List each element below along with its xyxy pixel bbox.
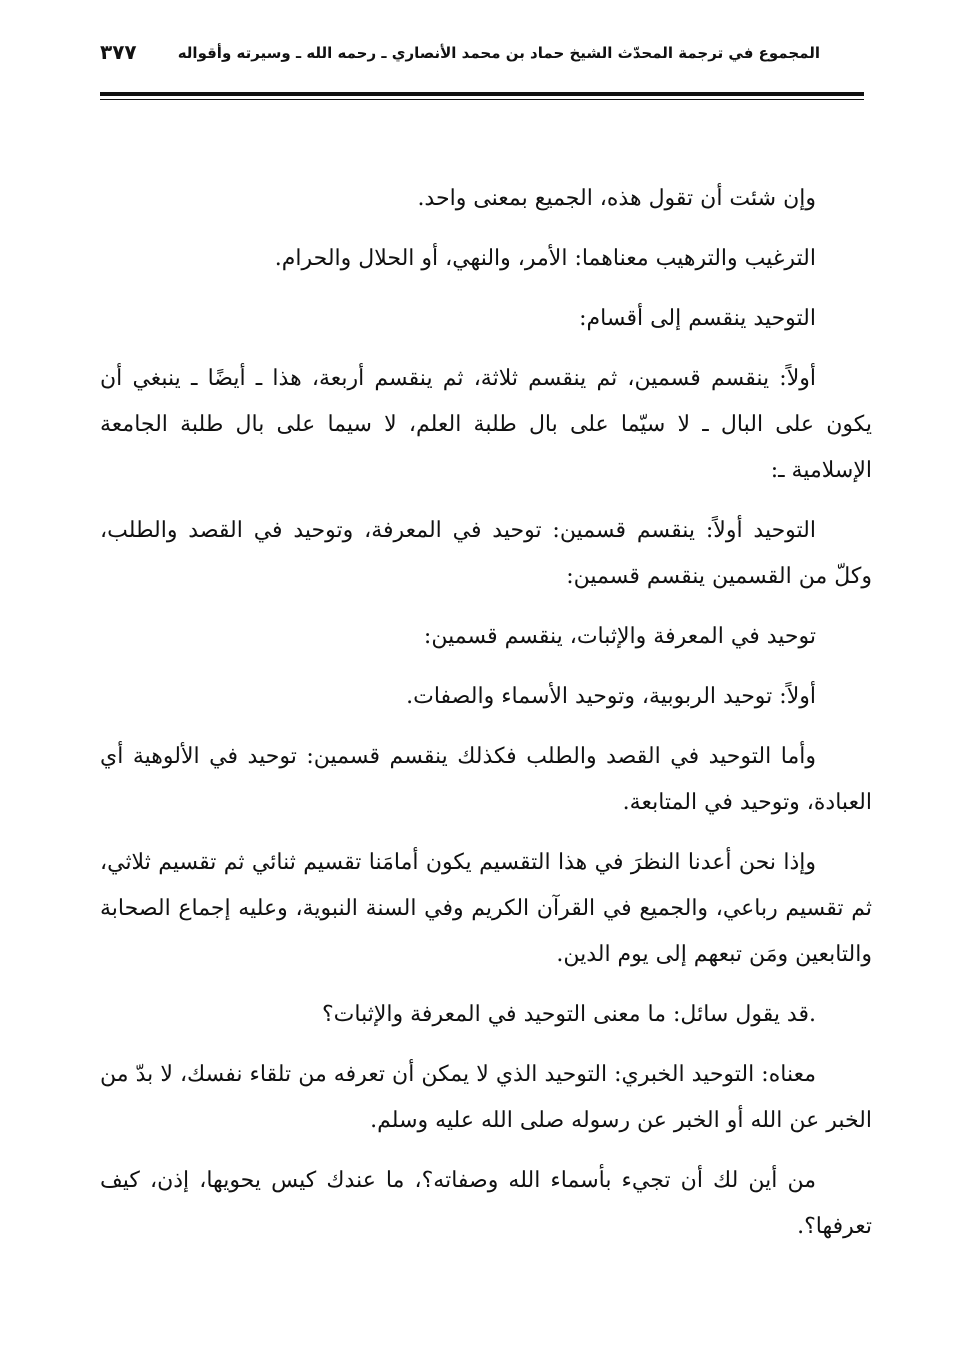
paragraph-3: التوحيد ينقسم إلى أقسام: bbox=[579, 306, 816, 331]
paragraph-8: وأما التوحيد في القصد والطلب فكذلك ينقسم قسمين: توحيد في الألوهية أي العبادة، وتوحيد في المتابعة. bbox=[100, 744, 872, 815]
page-header bbox=[100, 40, 820, 78]
running-title: المجموع في ترجمة المحدّث الشيخ حماد بن محمد الأنصاري ـ رحمه الله ـ وسيرته وأقواله bbox=[177, 44, 820, 62]
paragraph-1: وإن شئت أن تقول هذه، الجميع بمعنى واحد. bbox=[417, 186, 816, 211]
page-number: ٣٧٧ bbox=[100, 40, 137, 64]
paragraph-2: الترغيب والترهيب معناهما: الأمر، والنهي، أو الحلال والحرام. bbox=[274, 246, 816, 271]
header-rule-thick bbox=[100, 92, 864, 96]
paragraph-11: معناه: التوحيد الخبري: التوحيد الذي لا يمكن أن تعرفه من تلقاء نفسك، لا بدّ من الخبر عن الله أو الخبر عن رسوله صلى الله عليه وسلم. bbox=[100, 1062, 872, 1133]
paragraph-12: من أين لك أن تجيء بأسماء الله وصفاته؟، ما عندك كيس يحويها، إذن، كيف تعرفها؟. bbox=[100, 1168, 872, 1239]
paragraph-4: أولاً: ينقسم قسمين، ثم ينقسم ثلاثة، ثم ينقسم أربعة، هذا ـ أيضًا ـ ينبغي أن يكون على البال ـ لا سيّما على بال طلبة العلم، لا سيما على بال طلبة الجامعة الإسلامية ـ: bbox=[100, 366, 872, 483]
paragraph-5: التوحيد أولاً: ينقسم قسمين: توحيد في المعرفة، وتوحيد في القصد والطلب، وكلّ من القسمين ينقسم قسمين: bbox=[100, 518, 872, 589]
paragraph-7: أولاً: توحيد الربوبية، وتوحيد الأسماء والصفات. bbox=[406, 684, 816, 709]
body-text bbox=[100, 176, 872, 1264]
paragraph-9: وإذا نحن أعدنا النظرَ في هذا التقسيم يكون أمامَنا تقسيم ثنائي ثم تقسيم ثلاثي، ثم تقسيم رباعي، والجميع في القرآن الكريم وفي السنة النبوية، وعليه إجماع الصحابة والتابعين ومَن تبعهم إلى يوم الدين. bbox=[100, 850, 872, 967]
header-rule-thin bbox=[100, 99, 864, 100]
paragraph-10: .قد يقول سائل: ما معنى التوحيد في المعرفة والإثبات؟ bbox=[322, 1002, 816, 1027]
paragraph-6: توحيد في المعرفة والإثبات، ينقسم قسمين: bbox=[423, 624, 816, 649]
